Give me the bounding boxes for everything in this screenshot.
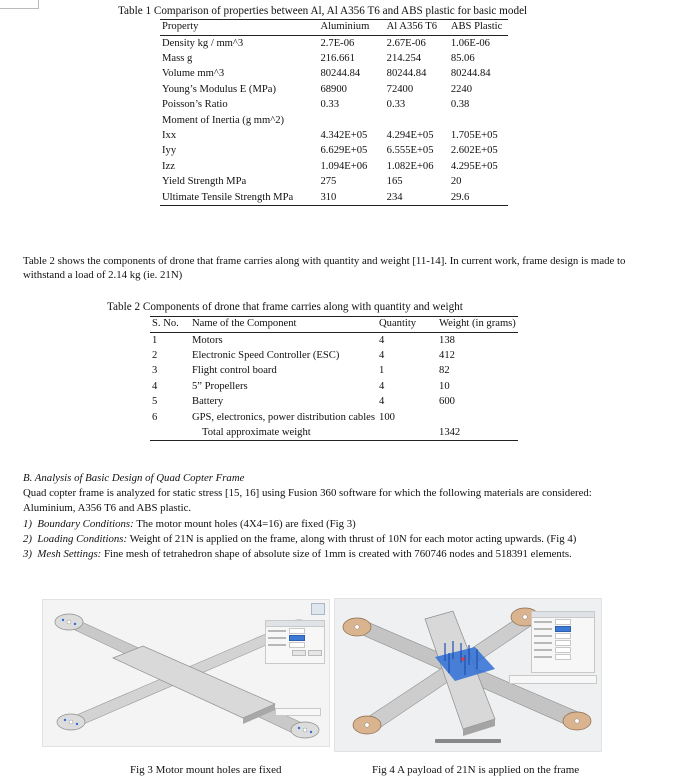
table1-cell: Poisson’s Ratio bbox=[162, 99, 228, 111]
table1-cell: 4.295E+05 bbox=[450, 160, 498, 172]
table2-header-quantity: Quantity bbox=[377, 317, 437, 333]
table1-row bbox=[160, 159, 508, 174]
table1-cell: 72400 bbox=[386, 83, 414, 95]
table2-header-sno: S. No. bbox=[150, 317, 190, 333]
table2-cell: 138 bbox=[439, 334, 455, 346]
table1-cell: Volume mm^3 bbox=[162, 68, 225, 80]
table1-row bbox=[160, 51, 508, 66]
table1-cell: 4.342E+05 bbox=[320, 129, 368, 141]
table1-header-a356: Al A356 T6 bbox=[385, 20, 449, 36]
table1-cell: 310 bbox=[318, 190, 384, 206]
table1-cell: 80244.84 bbox=[450, 68, 491, 80]
table2-row bbox=[150, 348, 518, 363]
section-intro-line1: Quad copter frame is analyzed for static stress [15, 16] using Fusion 360 software for which the following materials are considered: bbox=[23, 487, 592, 499]
table1-cell: 234 bbox=[385, 190, 449, 206]
table1-row bbox=[160, 113, 508, 128]
properties-table bbox=[160, 19, 508, 206]
table1-cell: Yield Strength MPa bbox=[162, 176, 247, 188]
paragraph-table2-intro: Table 2 shows the components of drone that frame carries along with quantity and weight [11-14]. In current work, frame design is made to withstand a load of 2.14 kg (ie. 21N) bbox=[23, 255, 626, 281]
figure-4-caption: Fig 4 A payload of 21N is applied on the frame bbox=[372, 764, 580, 776]
table1-row bbox=[160, 190, 508, 206]
table1-cell: 214.254 bbox=[386, 52, 422, 64]
table1-cell: 2.7E-06 bbox=[320, 37, 355, 49]
table1-cell: Young’s Modulus E (MPa) bbox=[162, 83, 277, 95]
table2-row bbox=[150, 363, 518, 378]
table1-caption: Table 1 Comparison of properties between Al, Al A356 T6 and ABS plastic for basic model bbox=[118, 5, 528, 17]
table2-cell: 100 bbox=[379, 411, 395, 423]
selection-tooltip bbox=[275, 708, 321, 716]
view-cube-icon bbox=[311, 603, 325, 615]
table1-cell: 6.629E+05 bbox=[320, 145, 368, 157]
table2-cell: 82 bbox=[439, 365, 450, 377]
table1-cell: 1.094E+06 bbox=[320, 160, 368, 172]
table1-cell: 1.06E-06 bbox=[450, 37, 490, 49]
table1-cell bbox=[318, 113, 384, 128]
table1-cell: 4.294E+05 bbox=[386, 129, 434, 141]
table1-cell: Iyy bbox=[162, 145, 177, 157]
table1-cell: 29.6 bbox=[449, 190, 508, 206]
table1-row bbox=[160, 66, 508, 81]
table2-cell: GPS, electronics, power distribution cables bbox=[192, 411, 376, 423]
table1-row bbox=[160, 82, 508, 97]
table1-cell: 275 bbox=[320, 176, 337, 188]
table2-row bbox=[150, 394, 518, 409]
table2-row bbox=[150, 410, 518, 425]
table1-cell: 2240 bbox=[450, 83, 472, 95]
figure-3-fixed-mounts bbox=[42, 599, 330, 747]
table2-header-weight: Weight (in grams) bbox=[437, 317, 518, 333]
section-intro-line2: Aluminium, A356 T6 and ABS plastic. bbox=[23, 502, 192, 514]
table1-cell: Moment of Inertia (g mm^2) bbox=[162, 114, 285, 126]
table1-row bbox=[160, 143, 508, 158]
table1-cell: Mass g bbox=[162, 52, 193, 64]
table1-cell: 0.33 bbox=[320, 99, 339, 111]
table1-cell: 68900 bbox=[320, 83, 347, 95]
table1-header-aluminium: Aluminium bbox=[318, 20, 384, 36]
table2-cell: Flight control board bbox=[192, 365, 277, 377]
section-heading: B. Analysis of Basic Design of Quad Copter Frame bbox=[23, 472, 245, 484]
table2-cell: 600 bbox=[439, 396, 455, 408]
total-weight-value: 1342 bbox=[437, 425, 518, 441]
selection-bar bbox=[509, 675, 597, 684]
table2-cell: 4 bbox=[379, 396, 385, 408]
structural-constraints-dialog bbox=[265, 620, 325, 664]
table1-row bbox=[160, 97, 508, 112]
table1-header-abs: ABS Plastic bbox=[449, 20, 508, 36]
table2-cell: Electronic Speed Controller (ESC) bbox=[192, 349, 340, 361]
table1-cell: 6.555E+05 bbox=[386, 145, 434, 157]
table2-cell: 3 bbox=[152, 365, 158, 377]
table2-cell: 412 bbox=[439, 349, 455, 361]
structural-loads-dialog bbox=[531, 611, 595, 673]
table2-row bbox=[150, 379, 518, 394]
figure-4-payload bbox=[334, 598, 602, 752]
table1-cell: 2.67E-06 bbox=[386, 37, 426, 49]
table2-cell: 4 bbox=[379, 334, 385, 346]
table2-cell: 4 bbox=[379, 380, 385, 392]
table2-cell: Battery bbox=[192, 396, 224, 408]
table1-cell: 20 bbox=[450, 176, 462, 188]
table1-row bbox=[160, 128, 508, 143]
table1-row bbox=[160, 35, 508, 51]
list-item-loading: 2) Loading Conditions: Weight of 21N is applied on the frame, along with thrust of 10N for each motor acting upwards. (Fig 4) bbox=[23, 533, 577, 545]
list-item-mesh: 3) Mesh Settings: Fine mesh of tetrahedron shape of absolute size of 1mm is created with 760746 nodes and 518391 elements. bbox=[23, 548, 572, 560]
table1-cell: 2.602E+05 bbox=[450, 145, 498, 157]
table1-cell: 0.33 bbox=[386, 99, 406, 111]
table1-cell: 80244.84 bbox=[320, 68, 361, 80]
table2-caption: Table 2 Components of drone that frame carries along with quantity and weight bbox=[107, 301, 463, 313]
table1-cell: Izz bbox=[162, 160, 175, 172]
table2-cell: 4 bbox=[152, 380, 158, 392]
table2-cell: Motors bbox=[192, 334, 223, 346]
table1-cell: 0.38 bbox=[450, 99, 470, 111]
table2-cell: 1 bbox=[152, 334, 158, 346]
table2-cell: 5 bbox=[152, 396, 158, 408]
components-table bbox=[150, 316, 518, 441]
table1-cell: 80244.84 bbox=[386, 68, 427, 80]
table2-cell: 10 bbox=[439, 380, 450, 392]
table1-cell: Ixx bbox=[162, 129, 177, 141]
table1-cell: Ultimate Tensile Strength MPa bbox=[160, 190, 318, 206]
table1-cell bbox=[385, 113, 449, 128]
list-item-boundary: 1) Boundary Conditions: The motor mount holes (4X4=16) are fixed (Fig 3) bbox=[23, 518, 356, 530]
total-weight-label: Total approximate weight bbox=[190, 425, 377, 441]
table2-cell: 5” Propellers bbox=[192, 380, 248, 392]
table2-cell: 1 bbox=[379, 365, 385, 377]
table1-cell: 216.661 bbox=[320, 52, 355, 64]
table1-row bbox=[160, 174, 508, 189]
table2-cell: 6 bbox=[152, 411, 158, 423]
table1-cell: Density kg / mm^3 bbox=[162, 37, 244, 49]
figure-3-caption: Fig 3 Motor mount holes are fixed bbox=[130, 764, 282, 776]
table1-cell: 1.082E+06 bbox=[386, 160, 434, 172]
table2-cell bbox=[437, 410, 518, 425]
table2-cell: 4 bbox=[379, 349, 385, 361]
table2-cell: 2 bbox=[152, 349, 158, 361]
table2-header-name: Name of the Component bbox=[190, 317, 377, 333]
page-corner-mark bbox=[0, 0, 39, 9]
table1-cell bbox=[449, 113, 508, 128]
table1-header-property: Property bbox=[160, 20, 318, 36]
table1-cell: 1.705E+05 bbox=[450, 129, 498, 141]
table1-cell: 85.06 bbox=[450, 52, 475, 64]
table1-cell: 165 bbox=[386, 176, 403, 188]
table2-row bbox=[150, 332, 518, 348]
